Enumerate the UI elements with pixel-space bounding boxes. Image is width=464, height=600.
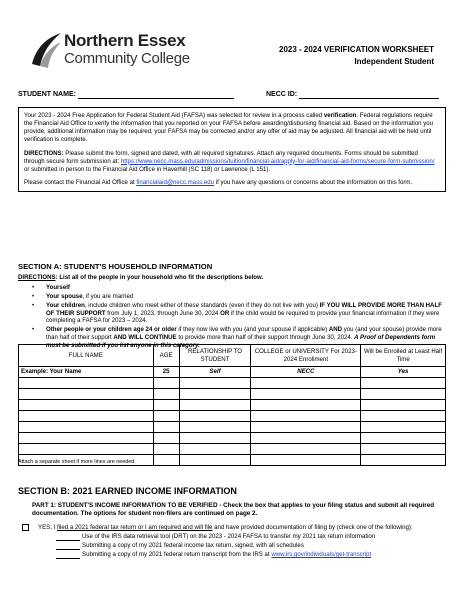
filer-option: [18, 524, 448, 532]
list-item: [46, 302, 448, 326]
student-name-line[interactable]: [78, 91, 234, 99]
table-row: [19, 444, 446, 455]
notice-paragraph-1: [24, 112, 440, 144]
section-b: [18, 486, 448, 560]
table-cell[interactable]: [153, 433, 179, 444]
bullet-text: from July 1, 2023, through June 30, 2024: [105, 309, 221, 317]
bullet-bold: AND: [328, 326, 343, 334]
list-item: [56, 542, 448, 550]
example-row: [19, 367, 446, 378]
table-cell[interactable]: [361, 433, 446, 444]
table-header-row: [19, 345, 446, 367]
notice-text: Please contact the Financial Aid Office at: [24, 179, 137, 187]
list-item: [46, 293, 448, 301]
example-college: NECC: [251, 367, 361, 378]
option-blank[interactable]: [56, 544, 80, 550]
table-cell[interactable]: [153, 444, 179, 455]
table-cell[interactable]: [179, 444, 251, 455]
table-cell[interactable]: [153, 400, 179, 411]
section-a-directions: [18, 274, 448, 282]
bullet-text: if the child would be required to provide your financial information if they were completing a FAFSA for 2023 – 2024.: [46, 309, 440, 325]
table-cell[interactable]: [153, 422, 179, 433]
necc-id-label: NECC ID:: [266, 91, 298, 98]
table-cell[interactable]: [361, 455, 446, 466]
table-cell[interactable]: [361, 378, 446, 389]
example-enrolled: Yes: [361, 367, 446, 378]
bullet-emphasis: A Proof of Dependents form must be submitted if you list anyone in this category.: [46, 334, 436, 350]
table-row: [19, 422, 446, 433]
table-cell[interactable]: [251, 444, 361, 455]
logo-line-1: Northern Essex: [64, 31, 186, 50]
list-item: [56, 533, 448, 541]
necc-id-line[interactable]: [299, 91, 439, 99]
col-college: COLLEGE or UNIVERSITY For 2023-2024 Enrollment: [251, 345, 361, 367]
directions-label: DIRECTIONS:: [24, 149, 64, 157]
table-cell[interactable]: [179, 400, 251, 411]
filer-underlined: filed a 2021 federal tax return or I am required and will file: [56, 524, 213, 532]
bullet-text: , if you are married: [82, 292, 134, 300]
table-cell[interactable]: [179, 411, 251, 422]
col-enrollment: Will be Enrolled at Least Half Time: [361, 345, 446, 367]
table-row: [19, 400, 446, 411]
table-cell[interactable]: [179, 422, 251, 433]
college-emblem-icon: [28, 30, 64, 70]
list-item: [56, 551, 448, 559]
option-text: Use of the IRS data retrieval tool (DRT) on the 2023 - 2024 FAFSA to transfer my 2021 tax return information: [82, 532, 376, 540]
secure-form-link[interactable]: https://www.necc.mass.edu/admissions/tuition/financial-aid/apply-for-aid/financial-aid-forms/secure-form-submission/: [120, 157, 435, 165]
student-name-label: STUDENT NAME:: [18, 91, 76, 98]
option-blank[interactable]: [56, 553, 80, 559]
necc-id-field[interactable]: [266, 90, 439, 99]
list-item: [46, 284, 448, 292]
bullet-bold: AND WILL CONTINUE: [113, 334, 177, 342]
table-cell[interactable]: [19, 422, 154, 433]
attach-note: Attach a separate sheet if more lines are needed.: [18, 459, 136, 465]
document-subtitle: Independent Student: [354, 57, 434, 66]
part-1-instructions: PART 1: STUDENT'S INCOME INFORMATION TO BE VERIFIED - Check the box that applies to your filing status and submit all required documentation. The options for student non-filers are continued on page 2.: [32, 501, 435, 517]
bullet-text: , include children who meet either of these standards (even if they do not live with you): [84, 301, 320, 309]
bullet-bold: IF YOU WILL PROVIDE MORE THAN HALF OF THEIR SUPPORT: [46, 301, 442, 317]
table-cell[interactable]: [19, 378, 154, 389]
col-age: AGE: [153, 345, 179, 367]
section-b-title: SECTION B: 2021 EARNED INCOME INFORMATION: [18, 486, 237, 496]
notice-text: if you have any questions or concerns about the information on this form.: [214, 179, 413, 187]
option-text: Submitting a copy of my 2021 federal income tax return, signed, with all schedules: [82, 541, 304, 549]
bullet-bold: Other people or your children age 24 or older: [46, 326, 177, 334]
section-a-title: SECTION A: STUDENT'S HOUSEHOLD INFORMATION: [18, 262, 213, 271]
table-cell[interactable]: [179, 378, 251, 389]
table-cell[interactable]: [153, 389, 179, 400]
option-text: Submitting a copy of my 2021 federal return transcript from the IRS at: [82, 550, 272, 558]
filer-checkbox[interactable]: [22, 524, 29, 531]
bullet-text: you (and your spouse) provide more than half of their support: [46, 326, 442, 342]
directions-text: : List all of the people in your household who fit the descriptions below.: [55, 273, 264, 281]
financial-aid-email-link[interactable]: financialaid@necc.mass.edu: [136, 179, 215, 187]
household-criteria-list: [18, 284, 448, 350]
document-title: 2023 - 2024 VERIFICATION WORKSHEET: [279, 45, 434, 54]
col-relationship: RELATIONSHIP TO STUDENT: [179, 345, 251, 367]
filer-text: and have provided documentation of filing by (check one of the following):: [212, 524, 413, 532]
notice-text: Please submit the form, signed and dated, with all required signatures. Attach any required documents. Forms should be submitted through secure form submission at:: [24, 149, 418, 165]
bullet-bold: Yourself: [46, 283, 70, 291]
notice-paragraph-2: [24, 150, 440, 174]
bullet-bold: Your spouse: [46, 292, 83, 300]
notice-paragraph-3: [24, 179, 440, 187]
irs-transcript-link[interactable]: www.irs.gov/individuals/get-transcript: [271, 550, 372, 558]
notice-bold: verification: [323, 112, 357, 119]
example-relationship: Self: [179, 367, 251, 378]
example-age: 25: [153, 367, 179, 378]
bullet-bold: Your children: [46, 301, 85, 309]
table-cell[interactable]: [361, 422, 446, 433]
table-cell[interactable]: [361, 411, 446, 422]
table-row: [19, 433, 446, 444]
table-cell[interactable]: [19, 389, 154, 400]
table-cell[interactable]: [179, 389, 251, 400]
table-row: [19, 378, 446, 389]
verification-notice-box: [18, 107, 446, 192]
table-cell[interactable]: [153, 455, 179, 466]
table-cell[interactable]: [251, 389, 361, 400]
table-cell[interactable]: [19, 433, 154, 444]
table-cell[interactable]: [251, 455, 361, 466]
notice-text: Your 2023 - 2024 Free Application for Federal Student Aid (FAFSA) was selected for review in a process called: [24, 112, 324, 119]
bullet-text: if they now live with you (and your spouse if applicable): [176, 326, 329, 334]
table-cell[interactable]: [19, 400, 154, 411]
table-row: [19, 411, 446, 422]
student-name-field[interactable]: [18, 90, 234, 99]
notice-text: . Federal regulations require the Financial Aid Office to verify the information that you reported on your FAFSA before awarding/disbursing financial aid. Based on the information you provide, additional information may be required, your FAFSA may be corrected and/or any offer of aid may be adjusted. All financial aid will be held until verification is complete.: [24, 112, 434, 143]
col-full-name: FULL NAME: [19, 345, 154, 367]
table-cell[interactable]: [361, 400, 446, 411]
table-cell[interactable]: [361, 444, 446, 455]
bullet-bold: OR: [220, 309, 230, 317]
table-cell[interactable]: [251, 433, 361, 444]
table-cell[interactable]: [19, 411, 154, 422]
directions-label: DIRECTIONS: [18, 273, 56, 281]
table-cell[interactable]: [251, 422, 361, 433]
college-logo: [28, 30, 198, 74]
filer-doc-options: [18, 533, 448, 559]
logo-line-2: Community College: [64, 50, 190, 67]
document-title-block: [279, 44, 434, 68]
section-a: [18, 262, 448, 351]
table-cell[interactable]: [251, 400, 361, 411]
bullet-text: to provide more than half of their support through June 30, 2024.: [176, 334, 355, 342]
notice-text: or submitted in person to the Financial Aid Office in Haverhill (SC 118) or Lawrence (L 151).: [24, 165, 271, 173]
household-table: [18, 344, 446, 466]
filer-text: YES, I: [38, 524, 57, 532]
table-cell[interactable]: [179, 433, 251, 444]
example-name: Example: Your Name: [19, 367, 154, 378]
table-cell[interactable]: [251, 378, 361, 389]
table-cell[interactable]: [251, 411, 361, 422]
table-cell[interactable]: [361, 389, 446, 400]
table-cell[interactable]: [179, 455, 251, 466]
table-cell[interactable]: [153, 411, 179, 422]
table-cell[interactable]: [153, 378, 179, 389]
option-blank[interactable]: [56, 535, 80, 541]
table-cell[interactable]: [19, 444, 154, 455]
table-row: [19, 389, 446, 400]
